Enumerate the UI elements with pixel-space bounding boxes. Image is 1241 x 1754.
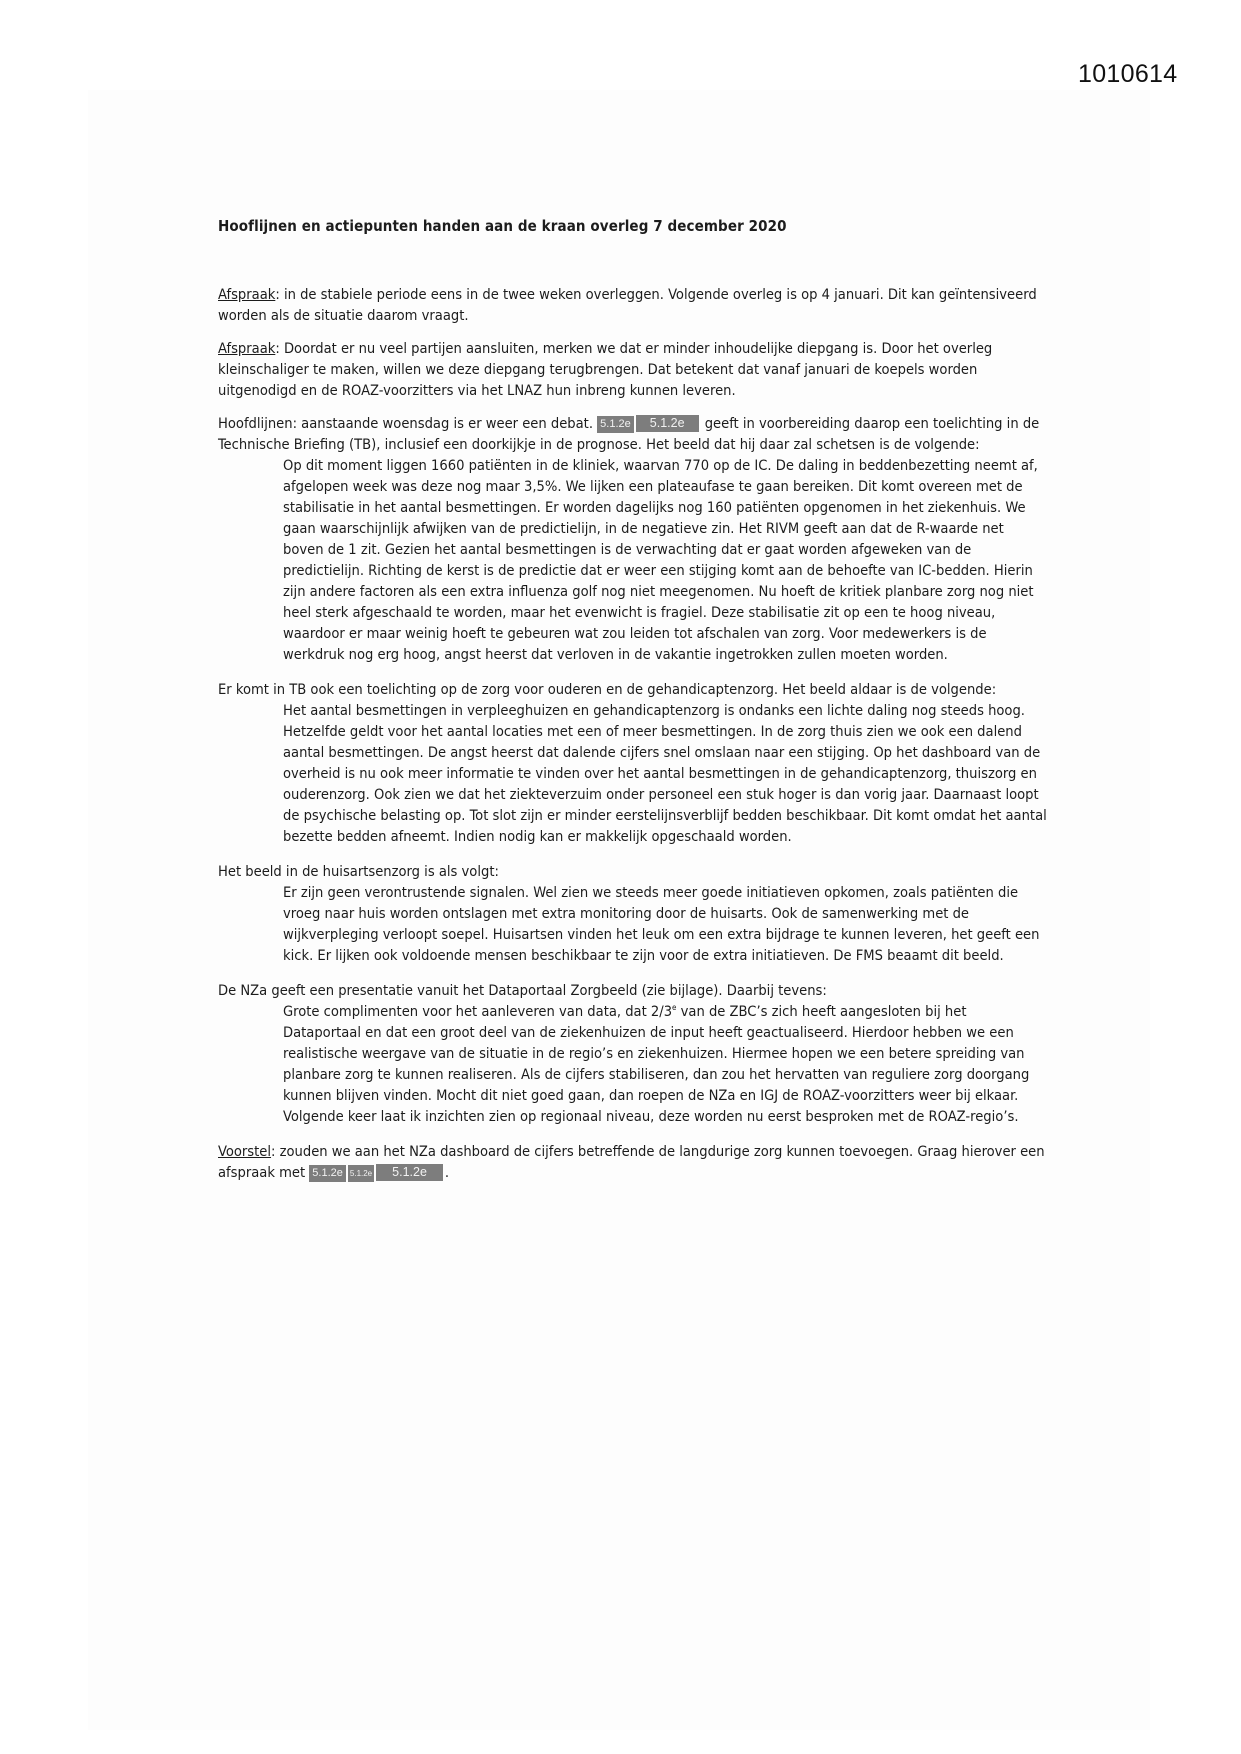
document-body	[218, 216, 1048, 1195]
document-id: 1010614	[1078, 60, 1178, 88]
nza-intro: De NZa geeft een presentatie vanuit het Dataportaal Zorgbeeld (zie bijlage). Daarbij tevens:	[218, 982, 827, 999]
section-huisartsen	[218, 861, 1048, 966]
afspraak-label: Afspraak	[218, 286, 276, 303]
huisartsen-intro: Het beeld in de huisartsenzorg is als volgt:	[218, 863, 499, 880]
section-hoofdlijnen	[218, 413, 1048, 665]
ouderen-detail: Het aantal besmettingen in verpleeghuizen en gehandicaptenzorg is ondanks een lichte daling nog steeds hoog. Hetzelfde geldt voor het aantal locaties met een of meer besmettingen. In de zorg thuis zien we ook een dalend aantal besmettingen. De angst heerst dat dalende cijfers snel omslaan naar een stijging. Op het dashboard van de overheid is nu ook meer informatie te vinden over het aantal besmettingen in de gehandicaptenzorg, thuiszorg en ouderenzorg. Ook zien we dat het ziekteverzuim onder personeel een stuk hoger is dan vorig jaar. Daarnaast loopt de psychische belasting op. Tot slot zijn er minder eerstelijnsverblijf bedden beschikbaar. Dit komt omdat het aantal bezette bedden afneemt. Indien nodig kan er makkelijk opgeschaald worden.	[283, 702, 1047, 845]
nza-text: van de ZBC’s zich heeft aangesloten bij het Dataportaal en dat een groot deel van de ziekenhuizen de input heeft geactualiseerd. Hierdoor hebben we een realistische weergave van de situatie in de regio’s en ziekenhuizen. Hiermee hopen we een betere spreiding van planbare zorg te kunnen realiseren. Als de cijfers stabiliseren, dan zou het hervatten van reguliere zorg doorgang kunnen blijven vinden. Mocht dit niet goed gaan, dan roepen de NZa en IGJ de ROAZ-voorzitters weer bij elkaar. Volgende keer laat ik inzichten zien op regionaal niveau, deze worden nu eerst besproken met de ROAZ-regio’s.	[283, 1003, 1030, 1125]
paragraph-voorstel	[218, 1141, 1048, 1183]
redaction-box: 5.1.2e	[597, 416, 634, 433]
voorstel-end: .	[444, 1164, 450, 1181]
intro-text: geeft in voorbereiding daarop een toelichting in de Technische Briefing (TB), inclusief een doorkijkje in de prognose. Het beeld dat hij daar zal schetsen is de volgende:	[218, 415, 1040, 453]
paragraph-afspraak-2	[218, 338, 1048, 401]
intro-text: Hoofdlijnen: aanstaande woensdag is er weer een debat.	[218, 415, 598, 432]
afspraak-text: : Doordat er nu veel partijen aansluiten, merken we dat er minder inhoudelijke diepgang is. Door het overleg kleinschaliger te maken, willen we deze diepgang terugbrengen. Dat betekent dat vanaf januari de koepels worden uitgenodigd en de ROAZ-voorzitters via het LNAZ hun inbreng kunnen leveren.	[218, 340, 993, 399]
redaction-box: 5.1.2e	[348, 1165, 374, 1182]
afspraak-label: Afspraak	[218, 340, 276, 357]
afspraak-text: : in de stabiele periode eens in de twee weken overleggen. Volgende overleg is op 4 januari. Dit kan geïntensiveerd worden als de situatie daarom vraagt.	[218, 286, 1037, 324]
hoofdlijnen-detail: Op dit moment liggen 1660 patiënten in de kliniek, waarvan 770 op de IC. De daling in beddenbezetting neemt af, afgelopen week was deze nog maar 3,5%. We lijken een plateaufase te gaan bereiken. Dit komt overeen met de stabilisatie in het aantal besmettingen. Er worden dagelijks nog 160 patiënten opgenomen in het ziekenhuis. We gaan waarschijnlijk afwijken van de predictielijn, in de negatieve zin. Het RIVM geeft aan dat de R-waarde net boven de 1 zit. Gezien het aantal besmettingen is de verwachting dat er gaat worden afgeweken van de predictielijn. Richting de kerst is de predictie dat er weer een stijging komt aan de behoefte van IC-bedden. Hierin zijn andere factoren als een extra influenza golf nog niet meegenomen. Nu hoeft de kritiek planbare zorg nog niet heel sterk afgeschaald te worden, maar het evenwicht is fragiel. Deze stabilisatie zit op een te hoog niveau, waardoor er maar weinig hoeft te gebeuren wat zou leiden tot afschalen van zorg. Voor medewerkers is de werkdruk nog erg hoog, angst heerst dat verloven in de vakantie ingetrokken zullen moeten worden.	[283, 457, 1038, 663]
paragraph-afspraak-1	[218, 284, 1048, 326]
ouderen-intro: Er komt in TB ook een toelichting op de zorg voor ouderen en de gehandicaptenzorg. Het beeld aldaar is de volgende:	[218, 681, 997, 698]
nza-detail	[283, 1001, 1048, 1127]
redaction-box: 5.1.2e	[309, 1165, 346, 1182]
document-title: Hooflijnen en actiepunten handen aan de kraan overleg 7 december 2020	[218, 217, 787, 235]
voorstel-text: : zouden we aan het NZa dashboard de cijfers betreffende de langdurige zorg kunnen toevoegen. Graag hierover een afspraak met	[218, 1143, 1045, 1181]
section-ouderen	[218, 679, 1048, 847]
nza-text: Grote complimenten voor het aanleveren van data, dat 2/3	[283, 1003, 673, 1020]
huisartsen-detail: Er zijn geen verontrustende signalen. Wel zien we steeds meer goede initiatieven opkomen, zoals patiënten die vroeg naar huis worden ontslagen met extra monitoring door de huisarts. Ook de samenwerking met de wijkverpleging verloopt soepel. Huisartsen vinden het leuk om een extra bijdrage te kunnen leveren, het geeft een kick. Er lijken ook voldoende mensen beschikbaar te zijn voor de extra initiatieven. De FMS beaamt dit beeld.	[283, 884, 1040, 964]
redaction-box: 5.1.2e	[636, 415, 699, 432]
section-nza	[218, 980, 1048, 1127]
voorstel-label: Voorstel	[218, 1143, 272, 1160]
superscript: e	[672, 1003, 677, 1013]
redaction-box: 5.1.2e	[376, 1164, 443, 1181]
hoofdlijnen-intro	[218, 413, 1048, 455]
